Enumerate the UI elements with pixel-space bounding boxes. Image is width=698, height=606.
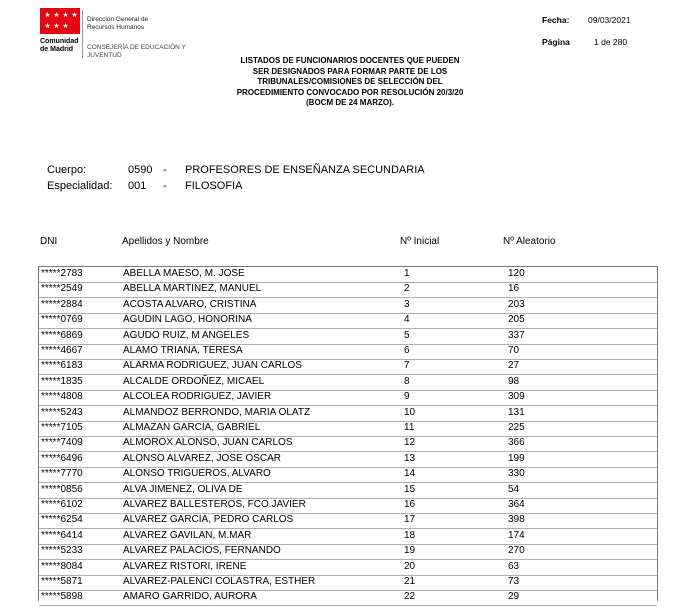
cell-dni: *****6102 xyxy=(41,499,83,510)
cell-dni: *****2549 xyxy=(41,283,83,295)
cell-name: ALVAREZ BALLESTEROS, FCO.JAVIER xyxy=(123,499,306,510)
cell-inicial: 12 xyxy=(404,437,416,449)
cell-aleatorio: 330 xyxy=(508,468,525,480)
cell-name: ALMOROX ALONSO, JUAN CARLOS xyxy=(123,437,293,449)
cell-name: ALMAZAN GARCIA, GABRIEL xyxy=(123,422,261,433)
cell-dni: *****2783 xyxy=(41,268,83,279)
cell-aleatorio: 199 xyxy=(508,452,525,464)
cell-name: ABELLA MARTINEZ, MANUEL xyxy=(123,283,262,295)
cell-inicial: 15 xyxy=(404,483,416,495)
cell-inicial: 21 xyxy=(404,576,416,587)
cell-name: ALVAREZ-PALENCI COLASTRA, ESTHER xyxy=(123,576,316,587)
cell-name: ABELLA MAESO, M. JOSE xyxy=(123,268,245,279)
logo-divider xyxy=(82,10,83,58)
cell-aleatorio: 366 xyxy=(508,437,525,449)
table-row xyxy=(39,452,657,468)
pagina-label: Página xyxy=(542,37,570,47)
col-header-dni: DNI xyxy=(40,236,58,247)
cuerpo-sep: - xyxy=(163,164,167,176)
cell-name: ALCOLEA RODRIGUEZ, JAVIER xyxy=(123,391,272,403)
cell-aleatorio: 174 xyxy=(508,529,525,541)
cell-aleatorio: 225 xyxy=(508,422,525,433)
cell-inicial: 14 xyxy=(404,468,416,480)
cell-inicial: 1 xyxy=(404,268,410,279)
cell-dni: *****7770 xyxy=(41,468,83,480)
especialidad-code: 001 xyxy=(128,180,147,192)
table-row xyxy=(39,375,657,391)
especialidad-label: Especialidad: xyxy=(47,180,113,192)
cell-dni: *****7105 xyxy=(41,422,83,433)
cuerpo-name: PROFESORES DE ENSEÑANZA SECUNDARIA xyxy=(185,164,425,176)
title-line: (BOCM DE 24 MARZO). xyxy=(306,98,394,107)
cell-inicial: 16 xyxy=(404,499,416,510)
cell-name: ALVAREZ GARCIA, PEDRO CARLOS xyxy=(123,514,294,526)
cell-name: ACOSTA ALVARO, CRISTINA xyxy=(123,298,257,310)
cell-aleatorio: 63 xyxy=(508,560,520,572)
cell-dni: *****0769 xyxy=(41,314,83,326)
cell-aleatorio: 27 xyxy=(508,360,520,372)
table-row xyxy=(39,267,657,283)
cell-name: AMARO GARRIDO, AURORA xyxy=(123,591,257,603)
cell-inicial: 9 xyxy=(404,391,410,403)
cell-name: ALVAREZ RISTORI, IRENE xyxy=(123,560,247,572)
cell-aleatorio: 203 xyxy=(508,298,525,310)
cuerpo-code: 0590 xyxy=(128,164,153,176)
cell-name: ALONSO ALVAREZ, JOSE OSCAR xyxy=(123,452,282,464)
table-row xyxy=(39,298,657,314)
cell-inicial: 22 xyxy=(404,591,416,603)
consejeria: CONSEJERÍA DE EDUCACIÓN Y JUVENTUD xyxy=(87,44,186,59)
cell-name: AGUDO RUIZ, M ANGELES xyxy=(123,329,250,341)
cell-dni: *****4808 xyxy=(41,391,83,403)
table-row xyxy=(39,513,657,529)
cell-dni: *****6869 xyxy=(41,329,83,341)
table-row xyxy=(39,359,657,375)
cell-name: ALONSO TRIGUEROS, ALVARO xyxy=(123,468,271,480)
cell-inicial: 3 xyxy=(404,298,410,310)
title-line: SER DESIGNADOS PARA FORMAR PARTE DE LOS xyxy=(252,66,448,76)
cell-name: AGUDIN LAGO, HONORINA xyxy=(123,314,252,326)
fecha-value: 09/03/2021 xyxy=(588,15,631,25)
table-row xyxy=(39,498,657,514)
cell-inicial: 10 xyxy=(404,406,416,418)
table-row xyxy=(39,421,657,437)
cell-dni: *****5898 xyxy=(41,591,83,603)
cell-inicial: 11 xyxy=(404,422,415,433)
cell-aleatorio: 309 xyxy=(508,391,525,403)
cell-aleatorio: 270 xyxy=(508,545,525,557)
cell-dni: *****2884 xyxy=(41,298,83,310)
comunidad-madrid-logo xyxy=(40,8,84,54)
cell-name: ALAMO TRIANA, TERESA xyxy=(123,345,243,356)
col-header-inicial: Nº Inicial xyxy=(400,236,440,247)
cell-dni: *****4667 xyxy=(41,345,83,356)
direccion-general: Dirección General de Recursos Humanos xyxy=(87,16,149,31)
cell-aleatorio: 120 xyxy=(508,268,525,279)
table-row xyxy=(39,436,657,452)
cell-inicial: 7 xyxy=(404,360,410,372)
table-row xyxy=(39,406,657,422)
title-line: TRIBUNALES/COMISIONES DE SELECCIÓN DEL xyxy=(257,77,443,86)
cell-aleatorio: 29 xyxy=(508,591,520,603)
cell-name: ALARMA RODRIGUEZ, JUAN CARLOS xyxy=(123,360,302,372)
cell-inicial: 13 xyxy=(404,452,416,464)
cell-aleatorio: 54 xyxy=(508,483,520,495)
cell-aleatorio: 398 xyxy=(508,514,525,526)
cell-name: ALVA JIMENEZ, OLIVA DE xyxy=(123,483,243,495)
cell-aleatorio: 131 xyxy=(508,406,525,418)
cell-dni: *****6496 xyxy=(41,452,83,464)
pagina-value: 1 de 280 xyxy=(594,37,628,47)
cell-name: ALCALDE ORDOÑEZ, MICAEL xyxy=(123,375,265,387)
title-line: LISTADOS DE FUNCIONARIOS DOCENTES QUE PUEDEN xyxy=(240,56,460,65)
table-row xyxy=(39,483,657,499)
especialidad-name: FILOSOFIA xyxy=(185,180,243,192)
cell-aleatorio: 73 xyxy=(508,576,520,587)
cell-inicial: 4 xyxy=(404,314,410,326)
cell-inicial: 2 xyxy=(404,283,410,295)
title-line: PROCEDIMIENTO CONVOCADO POR RESOLUCIÓN 20/3/20 xyxy=(236,87,464,97)
table-row xyxy=(39,344,657,360)
document-title xyxy=(200,56,500,109)
table-row xyxy=(39,467,657,483)
cell-name: ALMANDOZ BERRONDO, MARIA OLATZ xyxy=(123,406,311,418)
cell-inicial: 20 xyxy=(404,560,416,572)
cell-inicial: 8 xyxy=(404,375,410,387)
cell-inicial: 6 xyxy=(404,345,410,356)
cell-dni: *****7409 xyxy=(41,437,83,449)
cell-dni: *****6183 xyxy=(41,360,83,372)
table-row xyxy=(39,282,657,298)
cell-inicial: 18 xyxy=(404,529,416,541)
cell-name: ALVAREZ PALACIOS, FERNANDO xyxy=(123,545,281,557)
cell-inicial: 5 xyxy=(404,329,410,341)
cell-dni: *****0856 xyxy=(41,483,83,495)
table-row xyxy=(39,544,657,560)
cell-dni: *****6414 xyxy=(41,529,83,541)
cell-dni: *****5233 xyxy=(41,545,83,557)
table-row xyxy=(39,529,657,545)
org-name: Comunidad de Madrid xyxy=(40,38,79,53)
table-row xyxy=(39,590,657,606)
cell-aleatorio: 16 xyxy=(508,283,520,295)
cell-aleatorio: 337 xyxy=(508,329,525,341)
cell-name: ALVAREZ GAVILAN, M.MAR xyxy=(123,529,252,541)
cell-inicial: 17 xyxy=(404,514,416,526)
cuerpo-label: Cuerpo: xyxy=(47,164,87,176)
cell-dni: *****5243 xyxy=(41,406,83,418)
table-row xyxy=(39,575,657,591)
especialidad-sep: - xyxy=(163,180,167,192)
table-row xyxy=(39,560,657,576)
results-table xyxy=(38,266,658,601)
cell-inicial: 19 xyxy=(404,545,416,557)
cell-aleatorio: 205 xyxy=(508,314,525,326)
cell-dni: *****6254 xyxy=(41,514,83,526)
table-row xyxy=(39,329,657,345)
col-header-name: Apellidos y Nombre xyxy=(122,236,209,247)
col-header-aleatorio: Nº Aleatorio xyxy=(503,236,556,247)
cell-dni: *****8084 xyxy=(41,560,83,572)
table-row xyxy=(39,313,657,329)
cell-aleatorio: 70 xyxy=(508,345,520,356)
cell-aleatorio: 98 xyxy=(508,375,520,387)
cell-aleatorio: 364 xyxy=(508,499,525,510)
madrid-flag-icon: ★ ★ ★ ★ ★ ★ ★ xyxy=(40,8,80,34)
table-row xyxy=(39,390,657,406)
fecha-label: Fecha: xyxy=(542,15,570,25)
cell-dni: *****5871 xyxy=(41,576,83,587)
cell-dni: *****1835 xyxy=(41,375,83,387)
